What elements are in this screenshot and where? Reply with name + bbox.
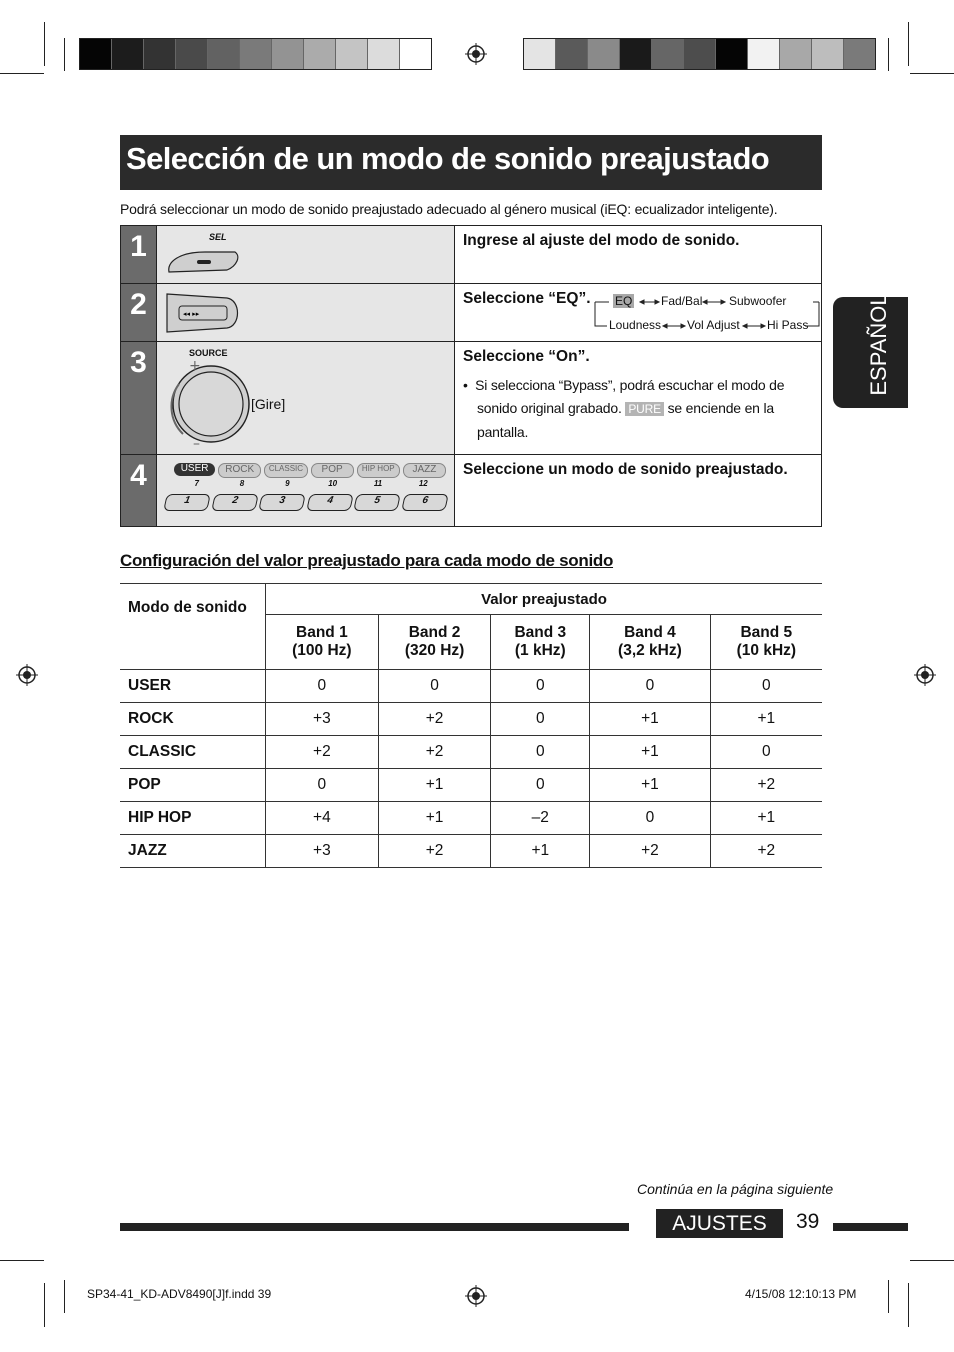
volume-knob-icon xyxy=(165,360,253,450)
band-name: Band 2 xyxy=(408,624,461,641)
crop-mark xyxy=(64,1280,65,1313)
row-mode: ROCK xyxy=(120,703,266,736)
registration-mark-icon xyxy=(914,664,936,686)
step-text-cell xyxy=(455,342,822,455)
step-row xyxy=(121,226,822,284)
pure-indicator: PURE xyxy=(625,402,664,416)
sel-label: SEL xyxy=(209,232,227,242)
band-header xyxy=(491,615,590,670)
row-value: +1 xyxy=(710,703,822,736)
band-freq: (320 Hz) xyxy=(404,642,465,659)
step-number: 1 xyxy=(121,226,157,284)
mode-number: 7 xyxy=(194,479,199,488)
crop-mark xyxy=(64,38,65,71)
preset-table xyxy=(120,583,822,868)
row-value: +2 xyxy=(378,736,491,769)
step-text: Seleccione “EQ”. xyxy=(463,290,591,307)
step-text: Seleccione un modo de sonido preajustado. xyxy=(455,455,822,527)
value-header: Valor preajustado xyxy=(266,584,823,615)
mode-number: 12 xyxy=(418,479,428,488)
flow-fadbal: Fad/Bal xyxy=(661,294,703,308)
mode-labels xyxy=(174,463,446,478)
mode-label-hiphop: HIP HOP xyxy=(357,463,400,478)
row-value: 0 xyxy=(266,769,379,802)
bullet-note: • Si selecciona “Bypass”, podrá escuchar el modo de sonido original grabado. PURE se enciende en la pantalla. xyxy=(463,377,785,440)
section-label: AJUSTES xyxy=(656,1209,783,1238)
step-number: 3 xyxy=(121,342,157,455)
preset-button-5: 5 xyxy=(353,494,400,511)
slug-file: SP34-41_KD-ADV8490[J]f.indd 39 xyxy=(87,1287,272,1301)
row-mode: HIP HOP xyxy=(120,802,266,835)
band-header xyxy=(378,615,491,670)
registration-mark-icon xyxy=(465,1285,487,1307)
page-number: 39 xyxy=(796,1210,820,1233)
crop-mark xyxy=(44,22,45,66)
band-freq: (10 kHz) xyxy=(736,642,797,659)
step-row xyxy=(121,284,822,342)
footer-rule-right xyxy=(833,1223,908,1231)
row-value: 0 xyxy=(491,670,590,703)
band-freq: (100 Hz) xyxy=(292,642,352,659)
mode-number: 10 xyxy=(328,479,338,488)
eq-flow-diagram xyxy=(593,290,821,336)
row-value: +1 xyxy=(378,769,491,802)
mode-number: 8 xyxy=(239,479,245,488)
preset-button-2: 2 xyxy=(211,494,258,511)
preset-buttons-diagram xyxy=(174,463,446,525)
language-tab-label: ESPAÑOL xyxy=(866,293,891,396)
table-row xyxy=(120,670,822,703)
table-row xyxy=(120,802,822,835)
step-picture xyxy=(157,226,455,284)
crop-mark xyxy=(910,1260,954,1261)
bullet-post: se enciende en la pantalla. xyxy=(477,400,774,440)
mode-numbers xyxy=(174,479,446,488)
mode-label-pop: POP xyxy=(311,463,354,478)
crop-mark xyxy=(0,73,44,74)
table-row xyxy=(120,736,822,769)
row-value: +1 xyxy=(590,769,711,802)
grayscale-bar-left xyxy=(79,38,432,70)
row-value: +2 xyxy=(710,835,822,868)
crop-mark xyxy=(910,73,954,74)
band-freq: (3,2 kHz) xyxy=(618,642,682,659)
crop-mark xyxy=(908,22,909,66)
row-value: 0 xyxy=(710,736,822,769)
mode-label-rock: ROCK xyxy=(218,463,261,478)
band-name: Band 4 xyxy=(624,624,676,641)
row-value: +2 xyxy=(378,835,491,868)
row-value: +2 xyxy=(590,835,711,868)
crop-mark xyxy=(0,1260,44,1261)
row-value: +2 xyxy=(266,736,379,769)
band-header xyxy=(710,615,822,670)
row-value: 0 xyxy=(491,769,590,802)
mode-label-classic: CLASSIC xyxy=(264,463,307,478)
band-name: Band 1 xyxy=(296,624,348,641)
bullet-pre: Si selecciona “Bypass”, podrá escuchar el modo de sonido original grabado. xyxy=(475,377,785,416)
preset-button-1: 1 xyxy=(163,494,210,511)
band-name: Band 5 xyxy=(740,624,793,641)
row-value: +4 xyxy=(266,802,379,835)
band-header xyxy=(590,615,711,670)
crop-mark xyxy=(908,1283,909,1327)
row-value: 0 xyxy=(266,670,379,703)
registration-mark-icon xyxy=(16,664,38,686)
step-picture xyxy=(157,284,455,342)
row-value: +1 xyxy=(590,703,711,736)
steps-table xyxy=(120,225,822,527)
slug-date: 4/15/08 12:10:13 PM xyxy=(745,1287,857,1301)
row-value: +1 xyxy=(378,802,491,835)
mode-label-user: USER xyxy=(174,463,215,476)
table-row xyxy=(120,835,822,868)
skip-button-icon xyxy=(165,292,245,334)
band-freq: (1 kHz) xyxy=(514,642,566,659)
row-value: 0 xyxy=(491,703,590,736)
flow-eq: EQ xyxy=(615,294,633,308)
row-value: 0 xyxy=(710,670,822,703)
flow-loudness: Loudness xyxy=(609,318,662,332)
row-value: 0 xyxy=(491,736,590,769)
crop-mark xyxy=(888,38,889,71)
preset-button-4: 4 xyxy=(306,494,353,511)
preset-button-3: 3 xyxy=(258,494,305,511)
source-label: SOURCE xyxy=(189,348,228,358)
table-row xyxy=(120,769,822,802)
crop-mark xyxy=(44,1283,45,1327)
table-row xyxy=(120,703,822,736)
row-value: +1 xyxy=(710,802,822,835)
svg-text:◂◂ ▸▸: ◂◂ ▸▸ xyxy=(183,310,200,318)
mode-number: 9 xyxy=(285,479,290,488)
footer-rule-left xyxy=(120,1223,629,1231)
svg-text:–: – xyxy=(193,436,200,450)
intro-text: Podrá seleccionar un modo de sonido preajustado adecuado al género musical (iEQ: ecualizador inteligente). xyxy=(120,201,778,217)
row-value: 0 xyxy=(590,802,711,835)
preset-button-6: 6 xyxy=(401,494,448,511)
band-header xyxy=(266,615,379,670)
crop-mark xyxy=(888,1280,889,1313)
flow-hipass: Hi Pass xyxy=(767,318,809,332)
svg-text:+: + xyxy=(189,360,201,374)
step-text: Ingrese al ajuste del modo de sonido. xyxy=(455,226,822,284)
registration-mark-icon xyxy=(465,43,487,65)
row-mode: POP xyxy=(120,769,266,802)
mode-number: 11 xyxy=(373,479,383,488)
step-picture xyxy=(157,342,455,455)
step-number: 2 xyxy=(121,284,157,342)
step-text-cell xyxy=(455,284,822,342)
grayscale-bar-right xyxy=(523,38,876,70)
step-row xyxy=(121,342,822,455)
flow-voladjust: Vol Adjust xyxy=(687,318,740,332)
row-value: +2 xyxy=(378,703,491,736)
continue-note: Continúa en la página siguiente xyxy=(637,1181,834,1197)
row-mode: USER xyxy=(120,670,266,703)
header-row xyxy=(120,584,822,615)
sel-button-icon xyxy=(165,248,241,276)
row-mode: CLASSIC xyxy=(120,736,266,769)
flow-subwoofer: Subwoofer xyxy=(729,294,787,308)
band-name: Band 3 xyxy=(514,624,567,641)
row-mode: JAZZ xyxy=(120,835,266,868)
row-value: +2 xyxy=(710,769,822,802)
subheading: Configuración del valor preajustado para cada modo de sonido xyxy=(120,551,614,570)
row-value: –2 xyxy=(491,802,590,835)
number-buttons xyxy=(165,494,446,511)
mode-header: Modo de sonido xyxy=(120,584,266,670)
row-value: 0 xyxy=(590,670,711,703)
page-title: Selección de un modo de sonido preajustado xyxy=(126,141,770,176)
step-picture xyxy=(157,455,455,527)
step-row xyxy=(121,455,822,527)
row-value: +1 xyxy=(590,736,711,769)
row-value: +3 xyxy=(266,835,379,868)
mode-label-jazz: JAZZ xyxy=(403,463,446,478)
language-tab xyxy=(833,293,908,408)
gire-label: [Gire] xyxy=(251,396,286,412)
row-value: 0 xyxy=(378,670,491,703)
row-value: +3 xyxy=(266,703,379,736)
step-number: 4 xyxy=(121,455,157,527)
row-value: +1 xyxy=(491,835,590,868)
step-text: Seleccione “On”. xyxy=(463,348,590,365)
